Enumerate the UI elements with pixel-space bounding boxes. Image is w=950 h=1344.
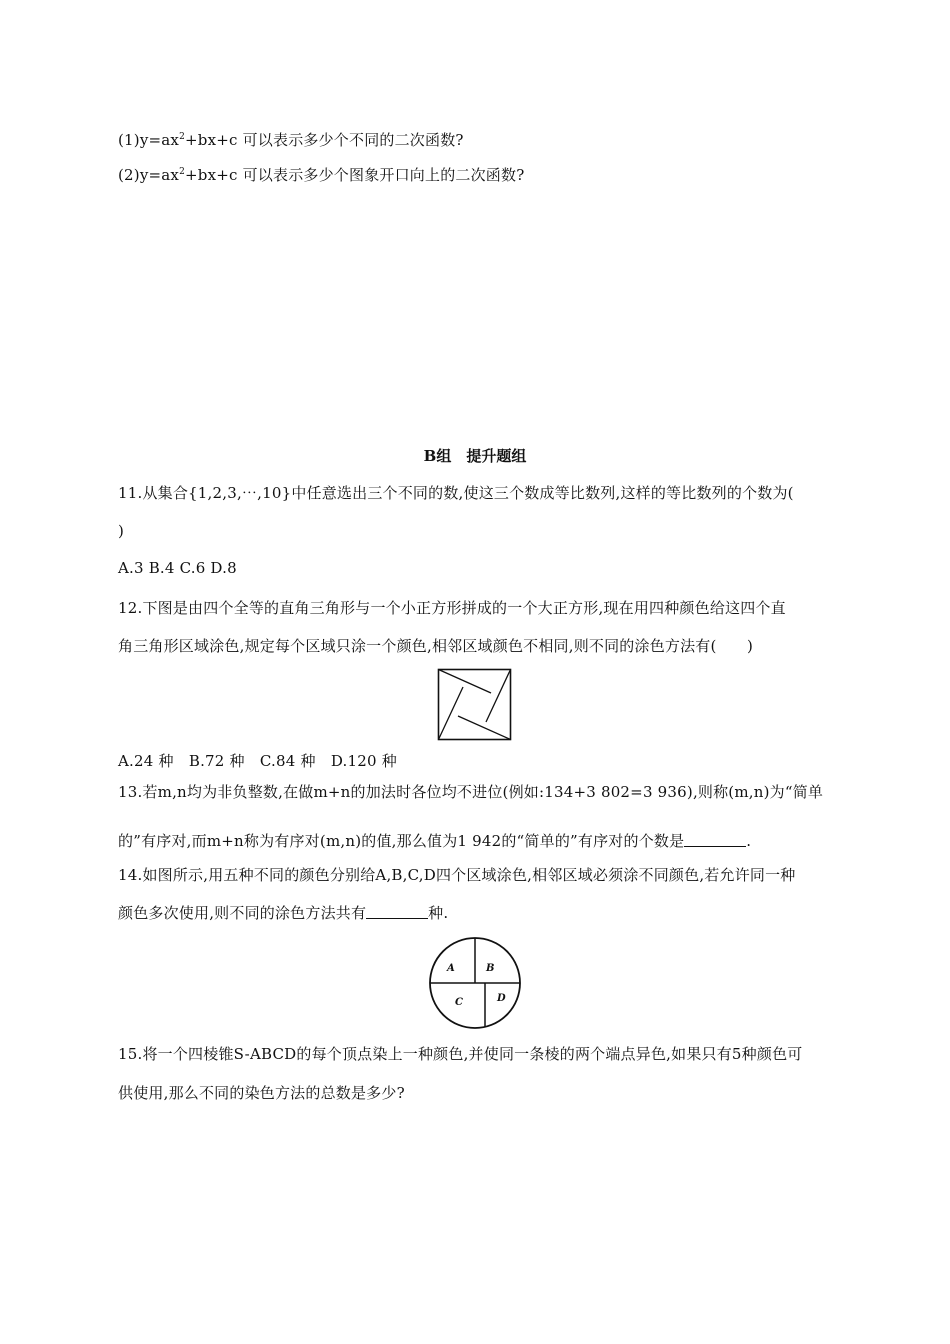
section-title: B组 提升题组	[423, 447, 527, 465]
q12-options: A.24 种 B.72 种 C.84 种 D.120 种	[118, 752, 397, 770]
q13-line2	[118, 830, 751, 851]
q10-part2-text: (2)y=ax	[118, 166, 180, 184]
region-label-c: C	[455, 997, 463, 1008]
region-label-b: B	[486, 963, 495, 974]
q12-line1: 12.下图是由四个全等的直角三角形与一个小正方形拼成的一个大正方形,现在用四种颜色给这四个直	[118, 599, 786, 617]
answer-blank	[366, 905, 428, 919]
q14-line1: 14.如图所示,用五种不同的颜色分别给A,B,C,D四个区域涂色,相邻区域必须涂不同颜色,若允许同一种	[118, 866, 796, 884]
region-label-d: D	[497, 993, 506, 1004]
exponent: 2	[179, 167, 186, 177]
q13-line2-text: 的”有序对,而m+n称为有序对(m,n)的值,那么值为1 942的“简单的”有序对的个数是	[118, 832, 685, 850]
q14-line2	[118, 902, 448, 923]
q12-line2: 角三角形区域涂色,规定每个区域只涂一个颜色,相邻区域颜色不相同,则不同的涂色方法有( )	[118, 637, 754, 655]
answer-blank	[684, 833, 746, 847]
q13-line2-end: .	[746, 832, 752, 850]
q10-part1	[118, 129, 464, 150]
region-label-a: A	[447, 963, 455, 974]
q11-options: A.3 B.4 C.6 D.8	[118, 559, 237, 577]
exponent: 2	[179, 132, 186, 142]
q11-line1: 11.从集合{1,2,3,⋯,10}中任意选出三个不同的数,使这三个数成等比数列,这样的等比数列的个数为(	[118, 484, 794, 502]
q11-line2: )	[118, 522, 125, 540]
q15-line1: 15.将一个四棱锥S-ABCD的每个顶点染上一种颜色,并使同一条棱的两个端点异色,如果只有5种颜色可	[118, 1045, 803, 1063]
q14-line2-end: 种.	[428, 904, 449, 922]
q13-line1: 13.若m,n均为非负整数,在做m+n的加法时各位均不进位(例如:134+3 802=3 936),则称(m,n)为“简单	[118, 783, 824, 801]
square-figure	[437, 668, 513, 742]
q10-part2-text-cont: +bx+c 可以表示多少个图象开口向上的二次函数?	[185, 166, 525, 184]
q15-line2: 供使用,那么不同的染色方法的总数是多少?	[118, 1084, 405, 1102]
q10-part1-text: (1)y=ax	[118, 131, 180, 149]
circle-figure	[428, 936, 522, 1030]
q10-part2	[118, 164, 524, 185]
q10-part1-text-cont: +bx+c 可以表示多少个不同的二次函数?	[185, 131, 464, 149]
q14-line2-text: 颜色多次使用,则不同的涂色方法共有	[118, 904, 367, 922]
